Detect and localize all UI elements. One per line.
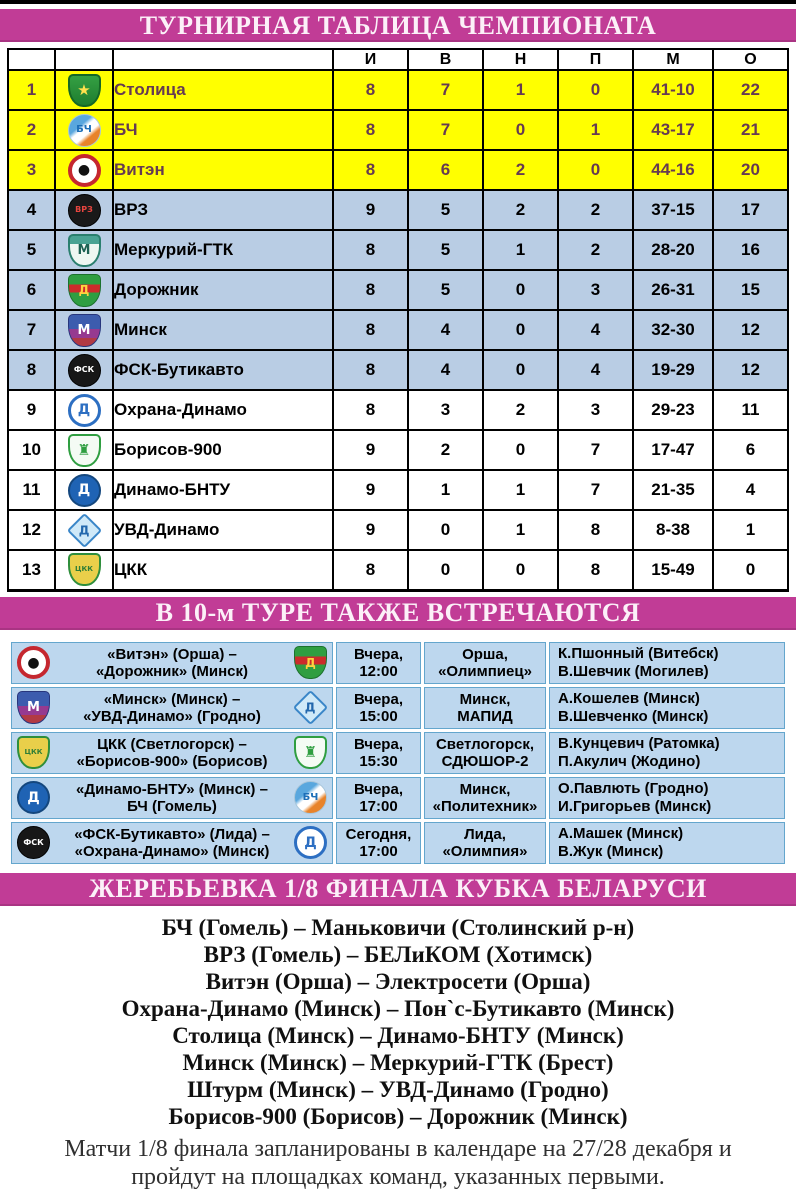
team-logo-glyph: М [77,322,91,338]
team-rank: 8 [8,350,55,390]
team-logo-icon [68,234,101,267]
team-logo-cell [55,510,113,550]
team-points: 11 [713,390,788,430]
team-wins: 7 [408,110,483,150]
league-table-row [8,430,788,470]
team-logo-glyph: ★ [77,80,91,99]
fixture-home-logo-icon [17,646,50,679]
league-table-row [8,150,788,190]
fixture-referee-2: И.Григорьев (Минск) [558,797,712,815]
team-logo-cell [55,470,113,510]
cup-draw-pairing: Столица (Минск) – Динамо-БНТУ (Минск) [172,1022,624,1048]
team-logo-icon [68,314,101,347]
team-rank: 1 [8,70,55,110]
team-points: 12 [713,350,788,390]
team-wins: 5 [408,230,483,270]
league-table-row [8,270,788,310]
fixture-day: Сегодня, [345,825,412,843]
team-logo-cell [55,190,113,230]
team-games: 8 [333,150,408,190]
fixture-away-logo-icon [294,646,327,679]
cup-draw-pairing: Штурм (Минск) – УВД-Динамо (Гродно) [187,1076,609,1102]
team-logo-icon [68,274,101,307]
team-logo-glyph: М [77,242,91,258]
section-header-cup [0,873,796,906]
league-table-row [8,350,788,390]
team-logo-glyph: БЧ [76,124,92,135]
team-wins: 1 [408,470,483,510]
team-rank: 12 [8,510,55,550]
team-wins: 3 [408,390,483,430]
team-wins: 0 [408,510,483,550]
team-draws: 2 [483,390,558,430]
fixture-referee-1: К.Пшонный (Витебск) [558,644,719,662]
fixture-arena: «Олимпиец» [438,662,532,680]
fixture-match [12,826,332,860]
team-games: 8 [333,550,408,590]
league-col-goals: М [633,49,713,70]
team-rank: 11 [8,470,55,510]
team-points: 4 [713,470,788,510]
fixture-referee-2: В.Шевчик (Могилев) [558,662,709,680]
fixture-match-cell [11,642,333,684]
team-rank: 13 [8,550,55,590]
fixture-away-logo-icon [294,826,327,859]
team-logo-glyph: ФСК [73,365,95,374]
team-logo-cell [55,150,113,190]
fixture-home-team: «Минск» (Минск) – [103,690,241,708]
fixture-away-team: «Охрана-Динамо» (Минск) [74,842,270,860]
fixture-row [11,777,785,819]
team-name: УВД-Динамо [113,510,333,550]
team-logo-cell [55,270,113,310]
team-goals: 28-20 [633,230,713,270]
team-losses: 7 [558,430,633,470]
fixture-home-logo-glyph: ЦКК [24,748,43,756]
team-games: 9 [333,470,408,510]
team-goals: 8-38 [633,510,713,550]
fixture-away-logo-glyph: Д [305,655,316,670]
team-losses: 2 [558,230,633,270]
fixture-away-team: «Дорожник» (Минск) [95,662,249,680]
fixture-referees-cell [549,822,785,864]
fixture-referees-cell [549,642,785,684]
team-losses: 2 [558,190,633,230]
fixture-away-logo-icon [293,690,328,725]
fixture-time: 17:00 [359,797,398,815]
fixture-home-logo-glyph: ● [27,654,40,671]
team-rank: 4 [8,190,55,230]
cup-draw-pairing: Минск (Минск) – Меркурий-ГТК (Брест) [182,1049,614,1075]
fixture-day: Вчера, [354,780,403,798]
team-name: Борисов-900 [113,430,333,470]
fixture-time: 15:30 [359,752,398,770]
team-losses: 3 [558,390,633,430]
fixture-city: Светлогорск, [435,735,535,753]
fixture-venue-cell [424,642,546,684]
fixture-pairing [52,781,292,815]
fixture-row [11,732,785,774]
fixture-home-logo-glyph: М [27,700,40,715]
team-logo-icon [68,154,101,187]
team-logo-icon [66,512,101,547]
team-logo-icon [68,553,101,586]
team-points: 20 [713,150,788,190]
fixtures-title: В 10-м ТУРЕ ТАКЖЕ ВСТРЕЧАЮТСЯ [155,598,641,627]
team-draws: 0 [483,270,558,310]
fixture-city: Лида, [464,825,506,843]
fixture-home-logo-glyph: Д [27,789,40,806]
team-name: Минск [113,310,333,350]
cup-draw-pairing: БЧ (Гомель) – Маньковичи (Столинский р-н) [161,914,635,940]
fixture-referees-cell [549,732,785,774]
section-header-fixtures [0,597,796,630]
fixture-day: Вчера, [354,690,403,708]
team-logo-icon [68,354,101,387]
fixture-away-team: БЧ (Гомель) [127,797,217,815]
team-rank: 7 [8,310,55,350]
team-goals: 19-29 [633,350,713,390]
team-games: 8 [333,230,408,270]
fixture-day: Вчера, [354,735,403,753]
fixture-home-team: «ФСК-Бутикавто» (Лида) – [74,825,270,843]
team-logo-icon [68,74,101,107]
fixture-match [12,781,332,815]
team-logo-glyph: Д [77,482,91,498]
fixture-home-team: «Динамо-БНТУ» (Минск) – [76,780,268,798]
league-table-row [8,190,788,230]
team-losses: 3 [558,270,633,310]
league-col-games: И [333,49,408,70]
fixture-city: Минск, [459,690,511,708]
team-goals: 29-23 [633,390,713,430]
league-col-points: О [713,49,788,70]
team-logo-glyph: ВРЗ [75,205,93,214]
team-points: 16 [713,230,788,270]
team-points: 22 [713,70,788,110]
league-col-team [113,49,333,70]
footer-note-line1: Матчи 1/8 финала запланированы в календаре на 27/28 декабря и [64,1135,732,1162]
fixture-referee-1: В.Кунцевич (Ратомка) [558,734,720,752]
team-goals: 17-47 [633,430,713,470]
league-header-row [8,49,788,70]
team-name: БЧ [113,110,333,150]
team-games: 8 [333,110,408,150]
fixture-referee-2: В.Жук (Минск) [558,842,664,860]
league-table-row [8,110,788,150]
fixture-arena: «Политехник» [432,797,538,815]
team-goals: 26-31 [633,270,713,310]
team-draws: 0 [483,550,558,590]
fixture-time-cell [336,777,421,819]
top-divider [0,0,796,4]
team-draws: 0 [483,350,558,390]
fixture-away-logo-glyph: БЧ [302,791,319,803]
team-rank: 5 [8,230,55,270]
team-logo-glyph: Д [78,523,90,537]
fixture-match-cell [11,732,333,774]
team-losses: 4 [558,310,633,350]
team-losses: 8 [558,510,633,550]
league-table [7,48,789,592]
team-logo-glyph: Д [77,402,91,418]
fixture-time-cell [336,642,421,684]
league-col-logo [55,49,113,70]
fixture-time: 12:00 [359,662,398,680]
fixture-row [11,822,785,864]
fixture-arena: «Олимпия» [442,842,528,860]
fixture-match-cell [11,687,333,729]
league-col-wins: В [408,49,483,70]
team-games: 9 [333,190,408,230]
team-losses: 1 [558,110,633,150]
team-rank: 3 [8,150,55,190]
fixture-arena: СДЮШОР-2 [441,752,529,770]
team-losses: 0 [558,150,633,190]
team-name: Столица [113,70,333,110]
fixture-venue-cell [424,687,546,729]
team-logo-glyph: ЦКК [75,565,93,574]
fixture-pairing [52,826,292,860]
team-logo-cell [55,70,113,110]
team-logo-cell [55,230,113,270]
team-logo-cell [55,430,113,470]
fixture-home-logo-icon [17,781,50,814]
team-wins: 2 [408,430,483,470]
team-draws: 2 [483,150,558,190]
team-rank: 9 [8,390,55,430]
fixture-match-cell [11,777,333,819]
team-games: 8 [333,350,408,390]
fixture-venue-cell [424,777,546,819]
fixture-home-team: ЦКК (Светлогорск) – [97,735,247,753]
fixture-away-logo-icon [294,736,327,769]
team-points: 6 [713,430,788,470]
league-table-row [8,470,788,510]
fixture-time-cell [336,687,421,729]
cup-draw-pairing: Борисов-900 (Борисов) – Дорожник (Минск) [168,1103,628,1129]
team-points: 1 [713,510,788,550]
team-goals: 15-49 [633,550,713,590]
team-logo-cell [55,310,113,350]
fixture-referee-1: А.Кошелев (Минск) [558,689,700,707]
fixture-away-logo-glyph: Д [304,834,317,851]
fixture-row [11,642,785,684]
team-losses: 8 [558,550,633,590]
team-logo-icon [68,394,101,427]
team-rank: 2 [8,110,55,150]
team-points: 12 [713,310,788,350]
team-games: 8 [333,390,408,430]
fixture-match [12,691,332,725]
team-logo-cell [55,390,113,430]
fixture-arena: МАПИД [457,707,513,725]
fixture-home-logo-icon [17,826,50,859]
team-games: 8 [333,310,408,350]
team-goals: 21-35 [633,470,713,510]
team-draws: 1 [483,70,558,110]
team-draws: 2 [483,190,558,230]
team-games: 9 [333,510,408,550]
team-draws: 0 [483,430,558,470]
team-name: Охрана-Динамо [113,390,333,430]
team-wins: 4 [408,350,483,390]
team-wins: 6 [408,150,483,190]
team-goals: 43-17 [633,110,713,150]
cup-draw-pairing: ВРЗ (Гомель) – БЕЛиКОМ (Хотимск) [203,941,593,967]
fixture-referee-1: О.Павлють (Гродно) [558,779,709,797]
team-name: ЦКК [113,550,333,590]
cup-draw-pairing: Охрана-Динамо (Минск) – Пон`с-Бутикавто (Минск) [121,995,675,1021]
team-losses: 7 [558,470,633,510]
fixture-away-team: «Борисов-900» (Борисов) [76,752,268,770]
fixture-referees-cell [549,777,785,819]
team-logo-cell [55,350,113,390]
fixture-venue-cell [424,732,546,774]
fixture-match [12,736,332,770]
team-wins: 0 [408,550,483,590]
team-logo-glyph: ● [77,162,91,178]
fixture-home-team: «Витэн» (Орша) – [107,645,237,663]
league-col-losses: П [558,49,633,70]
league-table-row [8,310,788,350]
team-goals: 32-30 [633,310,713,350]
league-col-rank [8,49,55,70]
team-logo-glyph: ♜ [77,440,91,459]
team-draws: 1 [483,470,558,510]
fixture-match [12,646,332,680]
fixture-referee-2: В.Шевченко (Минск) [558,707,709,725]
team-points: 0 [713,550,788,590]
league-table-row [8,510,788,550]
fixture-referees-cell [549,687,785,729]
team-draws: 0 [483,110,558,150]
team-goals: 44-16 [633,150,713,190]
fixture-time-cell [336,822,421,864]
team-name: Динамо-БНТУ [113,470,333,510]
team-name: ВРЗ [113,190,333,230]
fixtures-table [8,639,788,867]
team-wins: 7 [408,70,483,110]
fixture-time-cell [336,732,421,774]
team-name: Меркурий-ГТК [113,230,333,270]
fixture-time: 15:00 [359,707,398,725]
fixture-city: Минск, [459,780,511,798]
fixture-match-cell [11,822,333,864]
team-points: 17 [713,190,788,230]
fixture-referee-1: А.Машек (Минск) [558,824,684,842]
team-logo-icon [68,474,101,507]
team-wins: 5 [408,190,483,230]
team-draws: 0 [483,310,558,350]
fixture-referee-2: П.Акулич (Жодино) [558,752,701,770]
team-goals: 37-15 [633,190,713,230]
team-rank: 6 [8,270,55,310]
team-logo-cell [55,110,113,150]
team-logo-icon [68,434,101,467]
team-name: Дорожник [113,270,333,310]
team-logo-cell [55,550,113,590]
fixture-away-team: «УВД-Динамо» (Гродно) [83,707,261,725]
team-games: 8 [333,70,408,110]
cup-draw-pairing: Витэн (Орша) – Электросети (Орша) [205,968,591,994]
league-table-body [8,70,788,590]
fixture-home-logo-icon [17,691,50,724]
league-table-row [8,70,788,110]
team-name: Витэн [113,150,333,190]
team-goals: 41-10 [633,70,713,110]
team-games: 8 [333,270,408,310]
league-table-row [8,550,788,590]
team-wins: 4 [408,310,483,350]
team-logo-icon [68,114,101,147]
fixture-away-logo-glyph: Д [305,700,316,715]
fixture-row [11,687,785,729]
team-points: 21 [713,110,788,150]
team-logo-glyph: Д [78,283,90,297]
fixture-away-logo-glyph: ♜ [303,743,318,761]
footer-note-line2: пройдут на площадках команд, указанных первыми. [131,1163,665,1190]
cup-title: ЖЕРЕБЬЕВКА 1/8 ФИНАЛА КУБКА БЕЛАРУСИ [89,874,707,903]
team-losses: 0 [558,70,633,110]
fixtures-table-body [11,642,785,864]
league-table-row [8,390,788,430]
fixture-pairing [52,691,292,725]
team-draws: 1 [483,510,558,550]
team-rank: 10 [8,430,55,470]
fixture-pairing [52,736,292,770]
league-title: ТУРНИРНАЯ ТАБЛИЦА ЧЕМПИОНАТА [139,10,657,40]
team-logo-icon [68,194,101,227]
fixture-day: Вчера, [354,645,403,663]
team-points: 15 [713,270,788,310]
section-header-league [0,9,796,42]
fixture-pairing [52,646,292,680]
team-wins: 5 [408,270,483,310]
cup-draw-list [0,914,796,1130]
league-table-row [8,230,788,270]
team-draws: 1 [483,230,558,270]
fixture-city: Орша, [462,645,508,663]
team-games: 9 [333,430,408,470]
fixture-home-logo-glyph: ФСК [23,837,44,847]
team-name: ФСК-Бутикавто [113,350,333,390]
fixture-away-logo-icon [294,781,327,814]
fixture-home-logo-icon [17,736,50,769]
team-losses: 4 [558,350,633,390]
fixture-venue-cell [424,822,546,864]
league-col-draws: Н [483,49,558,70]
fixture-time: 17:00 [359,842,398,860]
